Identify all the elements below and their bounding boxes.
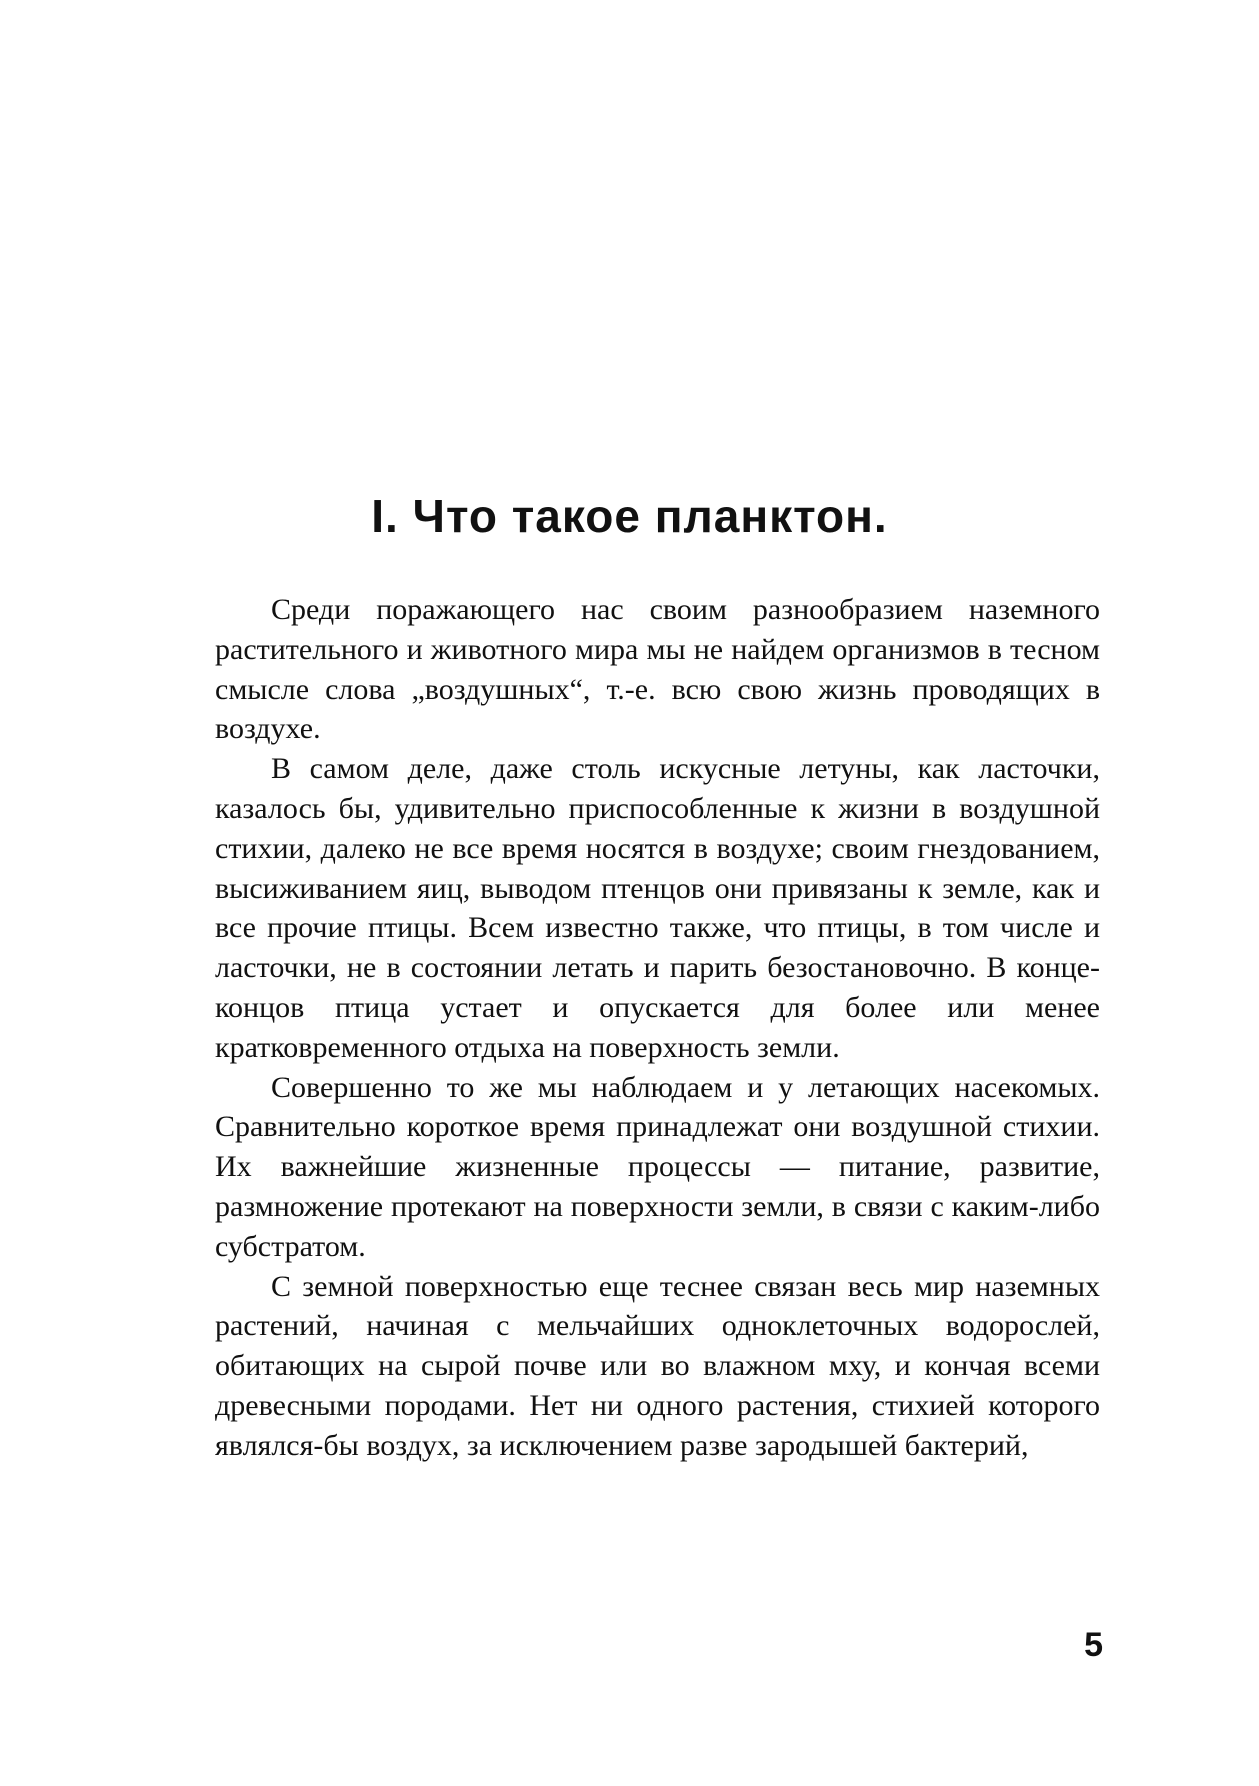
paragraph-3: Совершенно то же мы наблюдаем и у летающих насекомых. Сравнительно короткое время принадлежат они воздушной стихии. Их важнейшие жизненные процессы — питание, развитие, размножение протекают на поверхности земли, в связи с каким-либо субстратом. xyxy=(215,1070,1100,1263)
page-number: 5 xyxy=(1084,1626,1103,1664)
paragraph-2: В самом деле, даже столь искусные летуны, как ласточки, казалось бы, удивительно приспособленные к жизни в воздушной стихии, далеко не все время носятся в воздухе; своим гнездованием, высиживанием яиц, выводом птенцов они привязаны к земле, как и все прочие птицы. Всем известно также, что птицы, в том числе и ласточки, не в состоянии летать и парить безостановочно. В конце-концов птица устает и опускается для более или менее кратковременного отдыха на поверхность земли. xyxy=(215,752,1100,1064)
body-text xyxy=(215,590,1100,1466)
paragraph-1: Среди поражающего нас своим разнообразием наземного растительного и животного мира мы не найдем организмов в тесном смысле слова „воздушных“, т.-е. всю свою жизнь проводящих в воздухе. xyxy=(215,593,1100,746)
paragraph-4: С земной поверхностью еще теснее связан весь мир наземных растений, начиная с мельчайших одноклеточных водорослей, обитающих на сырой почве или во влажном мху, и кончая всеми древесными породами. Нет ни одного растения, стихией которого являлся-бы воздух, за исключением разве зародышей бактерий, xyxy=(215,1269,1100,1462)
chapter-title: I. Что такое планктон. xyxy=(371,490,888,542)
